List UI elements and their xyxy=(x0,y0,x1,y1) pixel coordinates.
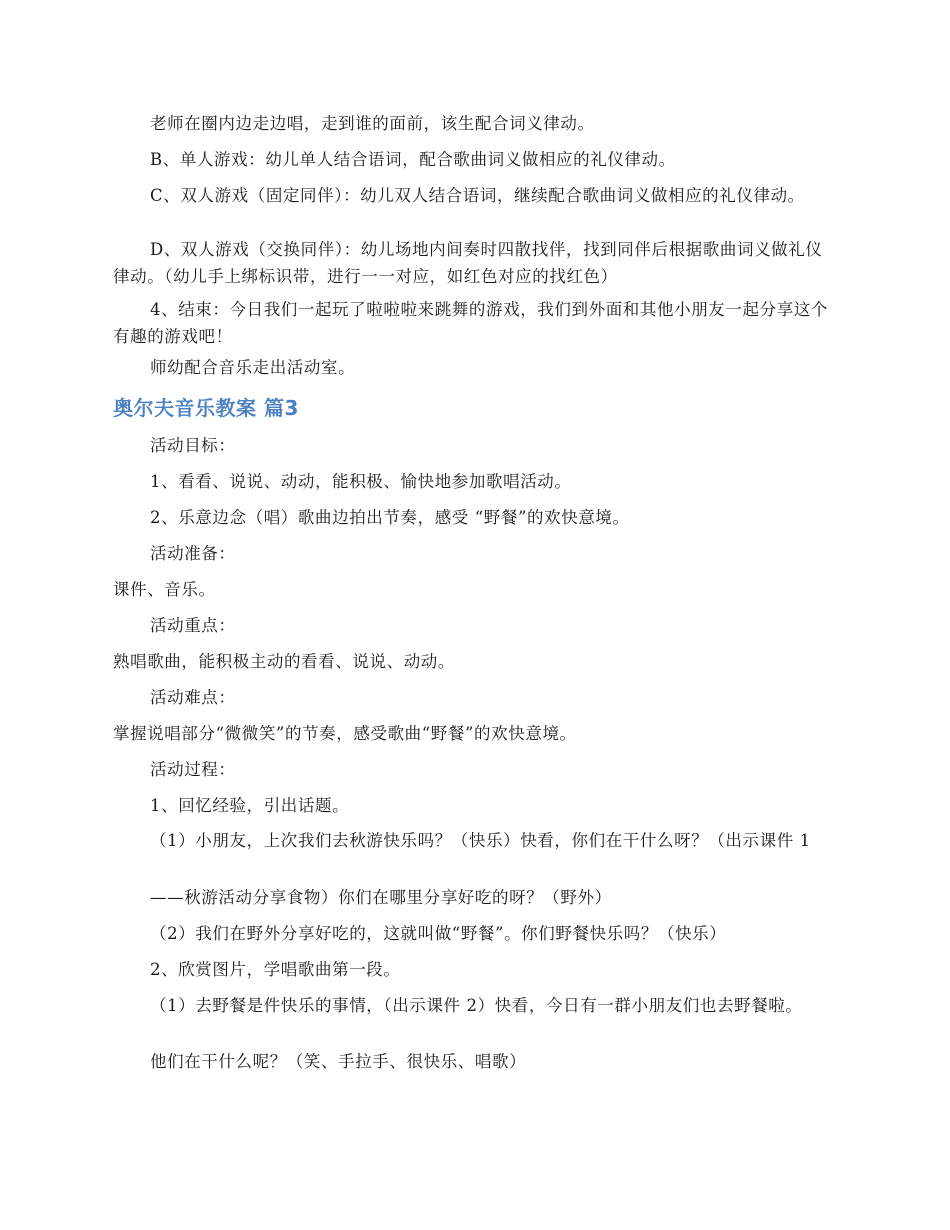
paragraph: （1）小朋友，上次我们去秋游快乐吗？（快乐）快看，你们在干什么呀？（出示课件 1 xyxy=(150,831,811,850)
paragraph: 4、结束：今日我们一起玩了啦啦啦来跳舞的游戏，我们到外面和其他小朋友一起分享这个有趣的游戏吧！ xyxy=(113,300,828,346)
paragraph: B、单人游戏：幼儿单人结合语词，配合歌曲词义做相应的礼仪律动。 xyxy=(150,150,676,169)
paragraph: 2、乐意边念（唱）歌曲边拍出节奏，感受 “野餐”的欢快意境。 xyxy=(150,508,630,527)
paragraph: 1、看看、说说、动动，能积极、愉快地参加歌唱活动。 xyxy=(150,472,572,491)
paragraph: 1、回忆经验，引出话题。 xyxy=(150,796,350,815)
paragraph: ——秋游活动分享食物）你们在哪里分享好吃的呀？（野外） xyxy=(150,888,612,907)
paragraph: D、双人游戏（交换同伴）：幼儿场地内间奏时四散找伴，找到同伴后根据歌曲词义做礼仪律动。（幼儿手上绑标识带，进行一一对应，如红色对应的找红色） xyxy=(113,240,823,286)
paragraph: 课件、音乐。 xyxy=(113,580,216,599)
paragraph: 掌握说唱部分“微微笑”的节奏，感受歌曲“野餐”的欢快意境。 xyxy=(113,724,577,743)
paragraph: （1）去野餐是件快乐的事情，（出示课件 2）快看，今日有一群小朋友们也去野餐啦。 xyxy=(150,996,803,1015)
paragraph: 师幼配合音乐走出活动室。 xyxy=(150,358,356,377)
paragraph: （2）我们在野外分享好吃的，这就叫做“野餐”。你们野餐快乐吗？（快乐） xyxy=(150,924,727,943)
paragraph: 活动准备： xyxy=(150,544,236,563)
paragraph: 老师在圈内边走边唱，走到谁的面前，该生配合词义律动。 xyxy=(150,114,595,133)
paragraph: 活动难点： xyxy=(150,688,236,707)
section-heading: 奥尔夫音乐教案 篇3 xyxy=(113,396,299,420)
paragraph: 活动过程： xyxy=(150,760,236,779)
paragraph: 活动重点： xyxy=(150,616,236,635)
paragraph: 2、欣赏图片，学唱歌曲第一段。 xyxy=(150,960,401,979)
paragraph: 熟唱歌曲，能积极主动的看看、说说、动动。 xyxy=(113,652,455,671)
paragraph: 他们在干什么呢？（笑、手拉手、很快乐、唱歌） xyxy=(150,1052,527,1071)
paragraph: 活动目标： xyxy=(150,436,236,455)
paragraph: C、双人游戏（固定同伴）：幼儿双人结合语词，继续配合歌曲词义做相应的礼仪律动。 xyxy=(150,186,805,205)
